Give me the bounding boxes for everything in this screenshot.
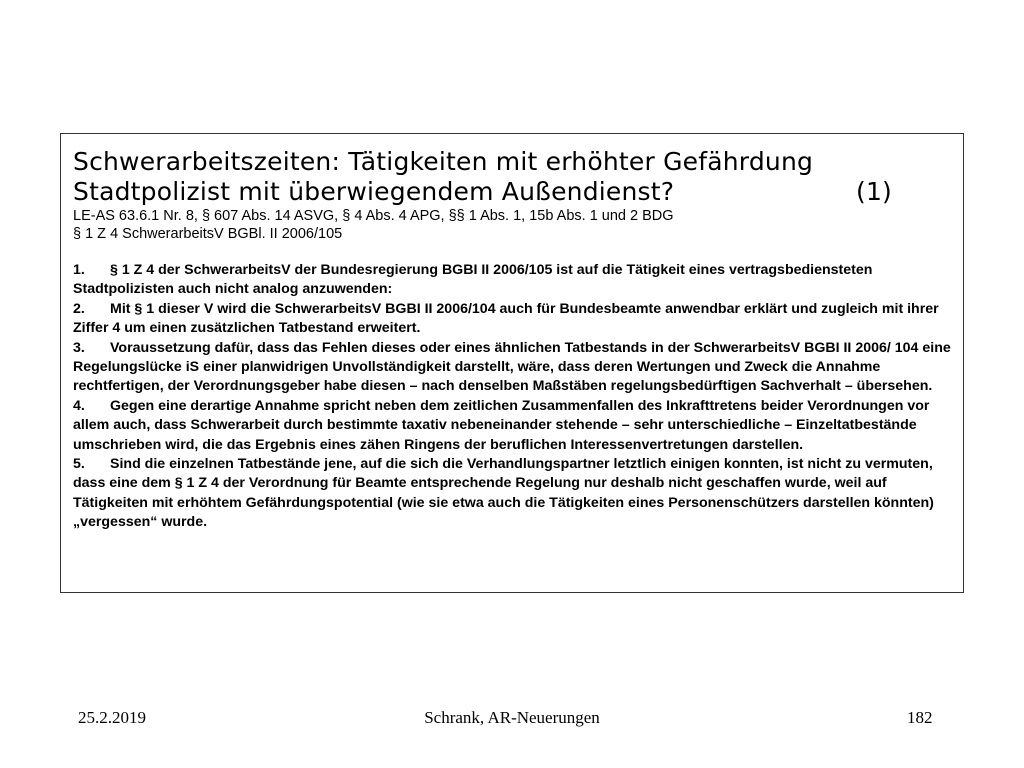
list-item-number: 1. bbox=[73, 262, 85, 278]
legal-reference-1: LE-AS 63.6.1 Nr. 8, § 607 Abs. 14 ASVG, § 4 Abs. 4 APG, §§ 1 Abs. 1, 15b Abs. 1 und 2 BDG bbox=[73, 208, 674, 224]
slide-title-line-2 bbox=[73, 177, 953, 207]
list-item-text: Voraussetzung dafür, dass das Fehlen dieses oder eines ähnlichen Tatbestands in der SchwerarbeitsV BGBI II 2006/ 104 eine Regelungslücke iS einer planwidrigen Unvollständigkeit darstellt, wäre, dass deren Wertungen und Zweck die Annahme rechtfertigen, der Verordnungsgeber habe diesen – nach denselben Maßstäben regelungsbedürftigen Sachverhalt – übersehen. bbox=[73, 339, 951, 395]
list-item bbox=[73, 455, 953, 533]
list-item-text: Sind die einzelnen Tatbestände jene, auf die sich die Verhandlungspartner letztlich einigen konnten, ist nicht zu vermuten, dass eine dem § 1 Z 4 der Verordnung für Beamte entsprechende Regelung nur deshalb nicht geschaffen wurde, weil auf Tätigkeiten mit erhöhtem Gefährdungspotential (wie sie etwa auch die Tätigkeiten eines Personenschützers darstellen könnten) „vergessen“ wurde. bbox=[73, 456, 934, 531]
list-item-number: 2. bbox=[73, 300, 85, 317]
legal-reference-2: § 1 Z 4 SchwerarbeitsV BGBl. II 2006/105 bbox=[73, 226, 343, 242]
list-item bbox=[73, 397, 953, 455]
page-number: 182 bbox=[907, 708, 933, 727]
slide-title-line-1: Schwerarbeitszeiten: Tätigkeiten mit erhöhter Gefährdung bbox=[73, 147, 814, 176]
spacer bbox=[73, 243, 953, 261]
list-item-number: 5. bbox=[73, 456, 85, 473]
list-item bbox=[73, 261, 953, 300]
list-item bbox=[73, 300, 953, 339]
numbered-list bbox=[73, 261, 953, 533]
footer-author: Schrank, AR-Neuerungen bbox=[424, 708, 600, 727]
list-item-text: Mit § 1 dieser V wird die SchwerarbeitsV BGBI II 2006/104 auch für Bundesbeamte anwendbar erklärt und zugleich mit ihrer Ziffer 4 um einen zusätzlichen Tatbestand erweitert. bbox=[73, 300, 939, 337]
list-item-text: § 1 Z 4 der SchwerarbeitsV der Bundesregierung BGBI II 2006/105 ist auf die Tätigkeit eines vertragsbediensteten Stadtpolizisten auch nicht analog anzuwenden: bbox=[73, 262, 873, 298]
slide-title-question: Stadtpolizist mit überwiegendem Außendienst? bbox=[73, 177, 675, 206]
list-item-number: 4. bbox=[73, 397, 85, 414]
content-box bbox=[60, 133, 964, 593]
list-item bbox=[73, 339, 953, 397]
footer-date: 25.2.2019 bbox=[78, 708, 146, 727]
footer bbox=[0, 700, 1024, 740]
list-item-text: Gegen eine derartige Annahme spricht neben dem zeitlichen Zusammenfallen des Inkrafttretens beider Verordnungen vor allem auch, dass Schwerarbeit durch bestimmte taxativ nebeneinander stehende – sehr unterschiedliche – Einzeltatbestände umschrieben wird, die das Ergebnis eines zähen Ringens der beruflichen Interessenvertretungen darstellen. bbox=[73, 397, 930, 453]
slide-title-number: (1) bbox=[856, 177, 893, 206]
list-item-number: 3. bbox=[73, 339, 85, 356]
